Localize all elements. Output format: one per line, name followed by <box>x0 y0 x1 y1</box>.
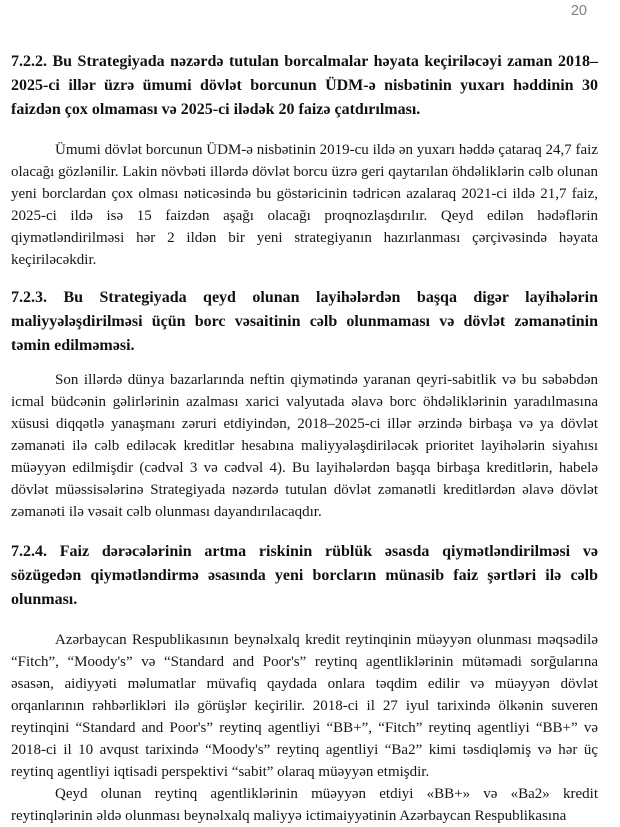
section-7-2-4-paragraph-2: Qeyd olunan reytinq agentliklərinin müəyyən etdiyi «BB+» və «Ba2» kredit reytinqlərinin əldə olunması beynəlxalq maliyyə ictimaiyyətinin Azərbaycan Respublikasına <box>11 786 598 824</box>
section-heading-7-2-4: 7.2.4. Faiz dərəcələrinin artma riskinin rüblük əsasda qiymətləndirilməsi və sözügedən qiymətləndirmə əsasında yeni borcların münasib faiz şərtləri ilə cəlb olunması. <box>11 543 598 608</box>
section-7-2-3-paragraph: Son illərdə dünya bazarlarında neftin qiymətində yaranan qeyri-sabitlik və bu səbəbdən icmal büdcənin gəlirlərinin azalması xarici valyutada əlavə borc öhdəliklərinin yaradılmasına xüsusi diqqətlə yanaşmanı zəruri etdiyindən, 2018–2025-ci illər ərzində birbaşa və ya dövlət zəmanəti ilə cəlb ediləcək kreditlər hesabına maliyyələşdiriləcək prioritet layihələrin siyahısı müəyyən edilmişdir (cədvəl 3 və cədvəl 4). Bu layihələrdən başqa birbaşa kreditlərin, habelə dövlət müəssisələrinə Strategiyada nəzərdə tutulan dövlət zəmanətli kreditlərdən əlavə dövlət zəmanəti ilə vəsait cəlb olunması dayandırılacaqdır. <box>11 372 598 520</box>
document-body <box>11 0 598 827</box>
section-heading-7-2-3: 7.2.3. Bu Strategiyada qeyd olunan layihələrdən başqa digər layihələrin maliyyələşdirilməsi üçün borc vəsaitinin cəlb olunmaması və dövlət zəmanətinin təmin edilməməsi. <box>11 289 598 354</box>
section-7-2-2-paragraph: Ümumi dövlət borcunun ÜDM-ə nisbətinin 2019-cu ildə ən yuxarı həddə çataraq 24,7 faiz olacağı gözlənilir. Lakin növbəti illərdə dövlət borcu üzrə geri qaytarılan öhdəliklərin cəlb olunan yeni borclardan çox olması nəticəsində bu göstəricinin tədricən azalaraq 2021-ci ildə 21,7 faiz, 2025-ci ildə isə 15 faizdən aşağı olacağı proqnozlaşdırılır. Qeyd edilən hədəflərin qiymətləndirilməsi hər 2 ildən bir yeni strategiyanın hazırlanması çərçivəsində həyata keçiriləcəkdir. <box>11 142 598 268</box>
page-number: 20 <box>570 3 587 19</box>
section-7-2-4-paragraph-1: Azərbaycan Respublikasının beynəlxalq kredit reytinqinin müəyyən olunması məqsədilə “Fitch”, “Moody's” və “Standard and Poor's” reytinq agentliklərinin mütəmadi sorğularına əsasən, aidiyyəti məlumatlar müvafiq qaydada onlara təqdim edilir və müəyyən dövlət orqanlarının rəhbərlikləri ilə görüşlər keçirilir. 2018-ci il 27 iyul tarixində ölkənin suveren reytinqini “Standard and Poor's” reytinq agentliyi “BB+”, “Fitch” reytinq agentliyi “BB+” və 2018-ci il 10 avqust tarixində “Moody's” reytinq agentliyi “Ba2” kimi təsdiqləmiş və hər üç reytinq agentliyi iqtisadi perspektivi “sabit” olaraq müəyyən etmişdir. <box>11 632 598 780</box>
section-heading-7-2-2: 7.2.2. Bu Strategiyada nəzərdə tutulan borcalmalar həyata keçiriləcəyi zaman 2018–2025-ci illər üzrə ümumi dövlət borcunun ÜDM-ə nisbətinin yuxarı həddinin 30 faizdən çox olmaması və 2025-ci ilədək 20 faizə çatdırılması. <box>11 53 598 118</box>
